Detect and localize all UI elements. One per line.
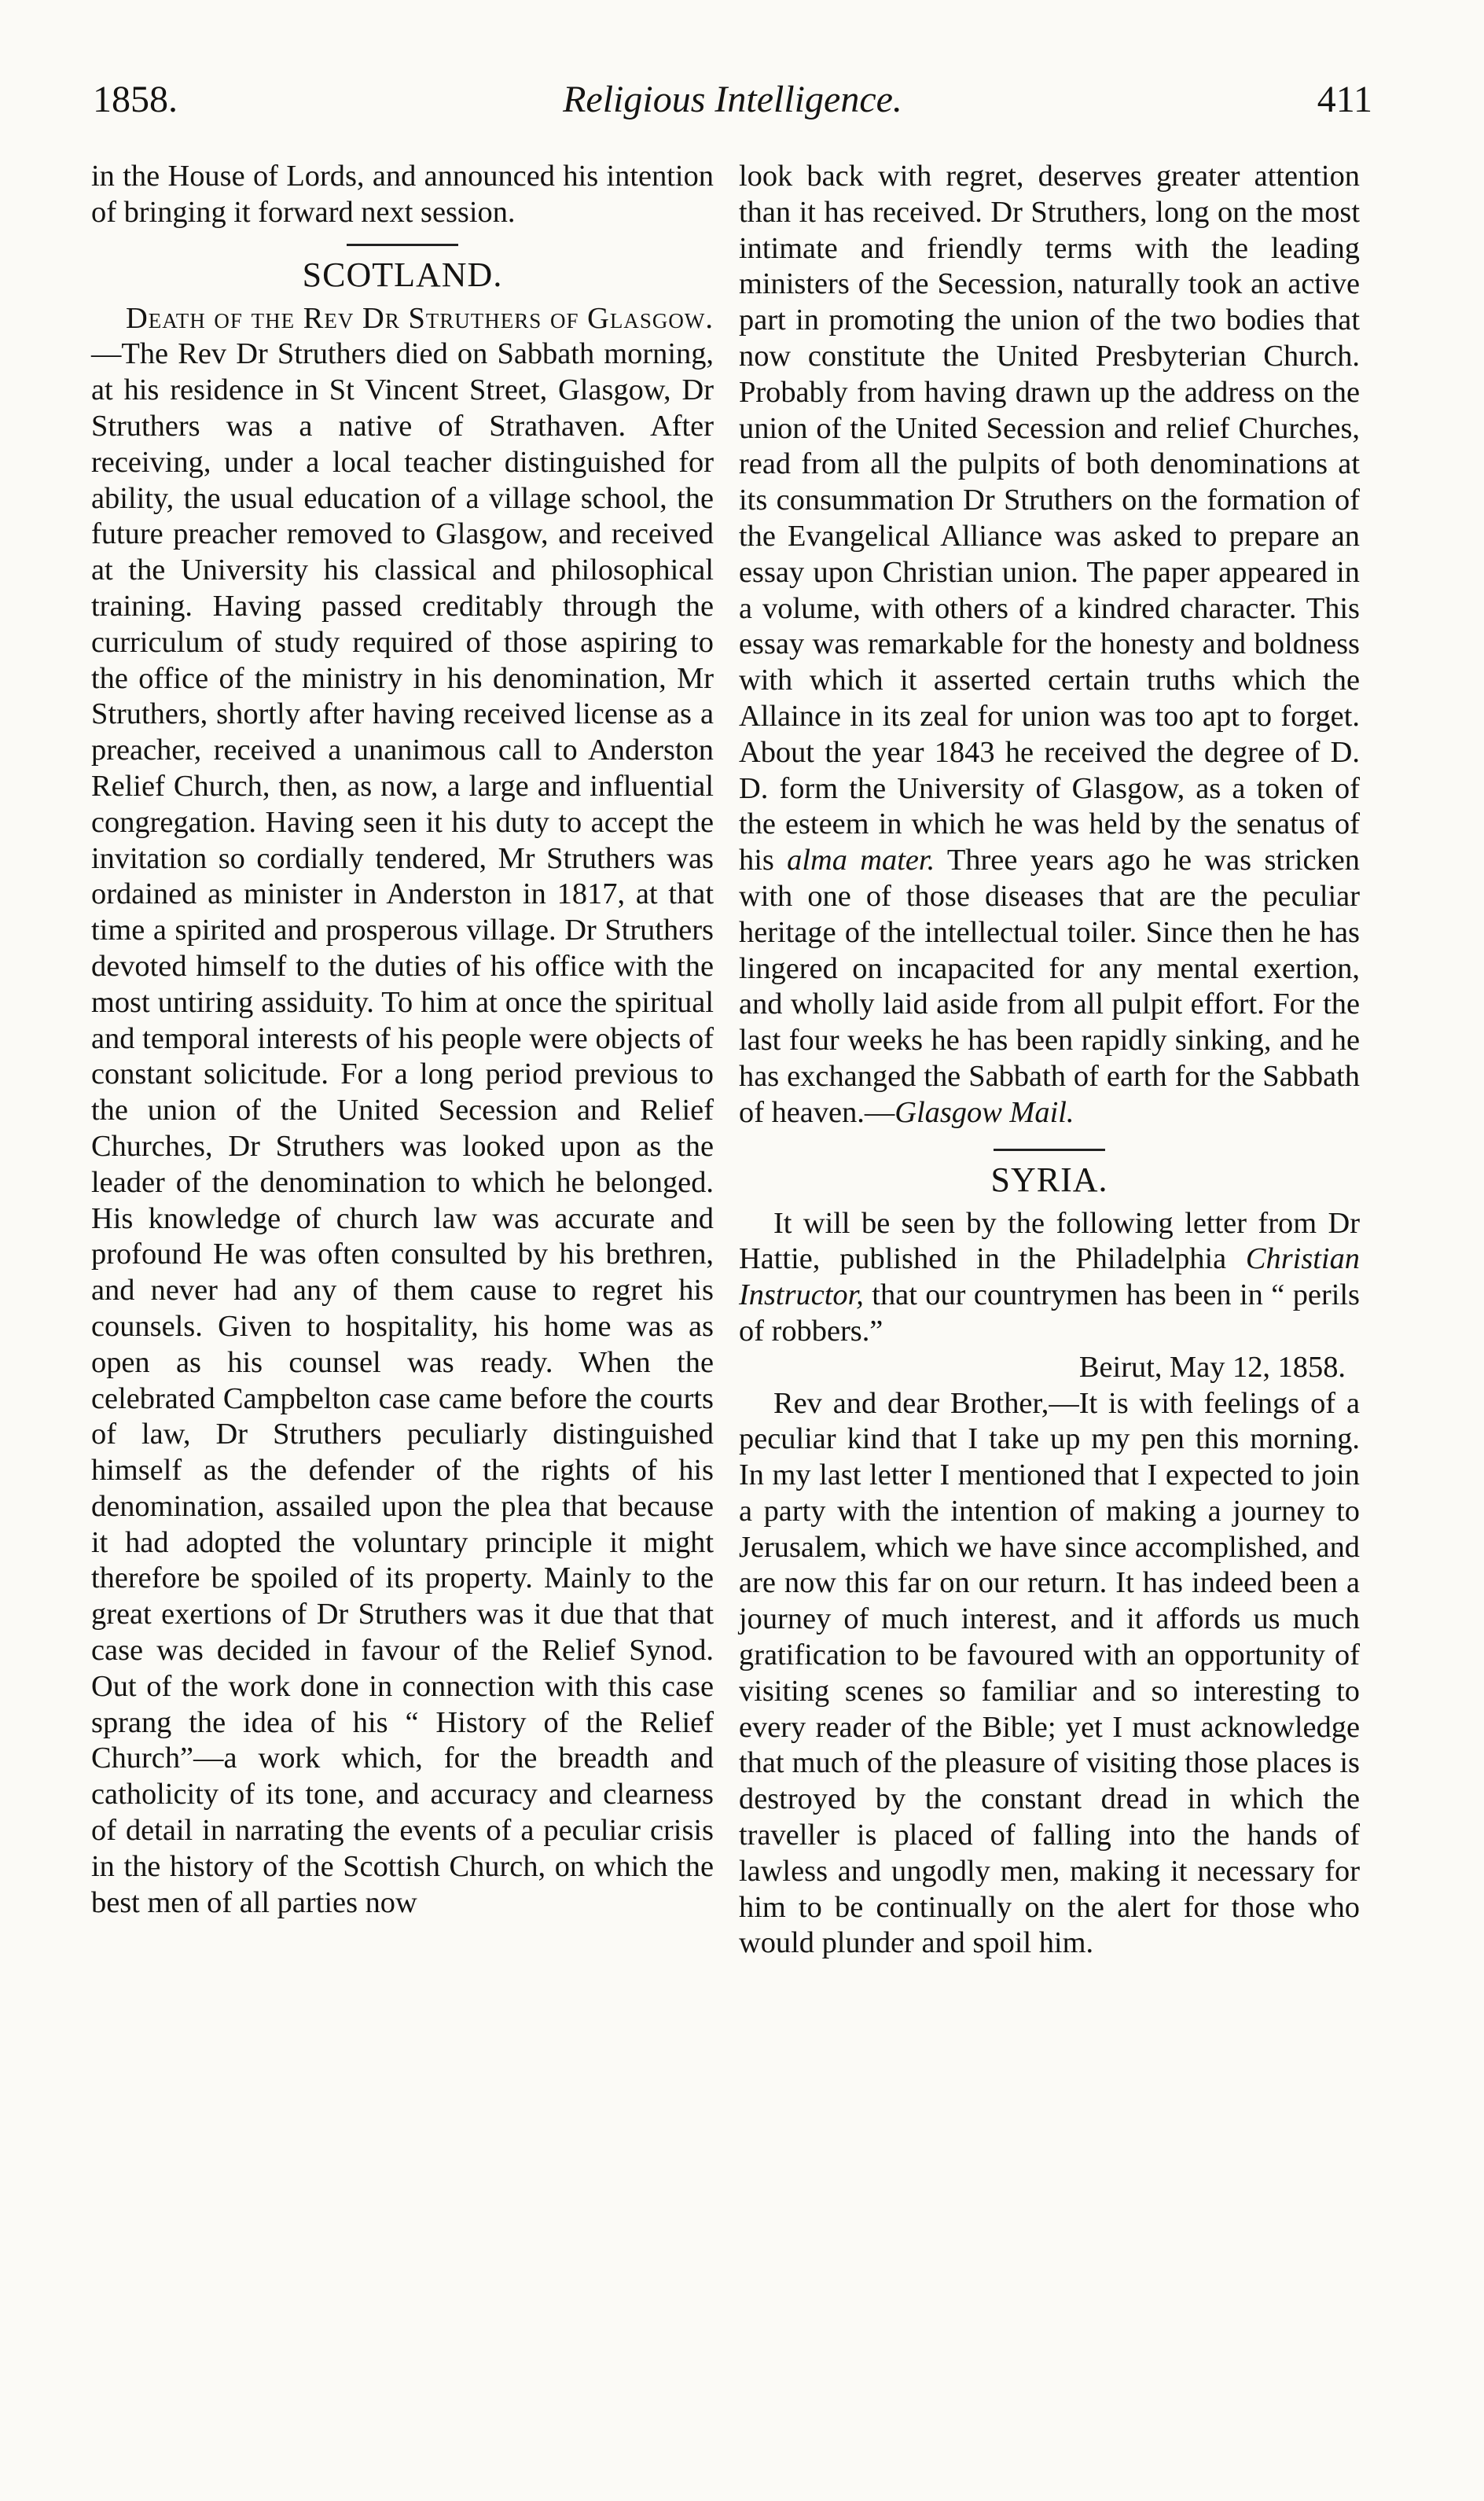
right-column bbox=[739, 159, 1360, 1962]
struthers-article bbox=[91, 301, 714, 1922]
section-heading-syria: SYRIA. bbox=[990, 1160, 1108, 1199]
running-header bbox=[93, 75, 1372, 124]
running-title: Religious Intelligence. bbox=[563, 79, 902, 120]
header-year: 1858. bbox=[93, 79, 178, 120]
section-divider bbox=[347, 244, 458, 246]
article-body: —The Rev Dr Struthers died on Sabbath morning, at his residence in St Vincent Street, Glasgow, Dr Struthers was a native of Strathaven. After receiving, under a local teacher distinguished for ability, the usual education of a village school, the future preacher removed to Glasgow, and received at the University his classical and philosophical training. Having passed creditably through the curriculum of study required of those aspiring to the office of the ministry in his denomination, Mr Struthers, shortly after having received license as a preacher, received a unanimous call to Anderston Relief Church, then, as now, a large and influential congregation. Having seen it his duty to accept the invitation so cordially tendered, Mr Struthers was ordained as minister in Anderston in 1817, at that time a spirited and prosperous village. Dr Struthers devoted himself to the duties of his office with the most untiring assiduity. To him at once the spiritual and temporal interests of his people were objects of constant solicitude. For a long period previous to the union of the United Secession and Relief Churches, Dr Struthers was looked upon as the leader of the denomination to which he belonged. His knowledge of church law was accurate and profound He was often consulted by his brethren, and never had any of them cause to regret his counsels. Given to hospitality, his home was as open as his counsel was ready. When the celebrated Campbelton case came before the courts of law, Dr Struthers peculiarly distinguished himself as the defender of the rights of his denomination, assailed upon the plea that because it had adopted the voluntary principle it might therefore be spoiled of its property. Mainly to the great exertions of Dr Struthers was it due that that case was decided in favour of the Relief Synod. Out of the work done in connection with this case sprang the idea of his “ History of the Relief Church”—a work which, for the breadth and catholicity of its tone, and accuracy and clearness of detail in narrating the events of a peculiar crisis in the history of the Scottish Church, on which the best men of all parties now bbox=[91, 337, 714, 1919]
intro-text-2: that our countrymen has been in “ perils of robbers.” bbox=[739, 1278, 1360, 1348]
letter-dateline: Beirut, May 12, 1858. bbox=[1078, 1350, 1346, 1384]
continuation-text-1: look back with regret, deserves greater attention than it has received. Dr Struthers, long on the most intimate and friendly terms with the leading ministers of the Secession, naturally took an active part in promoting the union of the two bodies that now constitute the United Presbyterian Church. Probably from having drawn up the address on the union of the United Secession and relief Churches, read from all the pulpits of both denominations at its consummation Dr Struthers on the formation of the Evangelical Alliance was asked to prepare an essay upon Christian union. The paper appeared in a volume, with others of a kindred character. This essay was remarkable for the honesty and boldness with which it asserted certain truths which the Allaince in its zeal for union was too apt to forget. About the year 1843 he received the degree of D. D. form the University of Glasgow, as a token of the esteem in which he was held by the senatus of his bbox=[739, 160, 1360, 877]
article-heading: Death of the Rev Dr Struthers of Glasgow. bbox=[126, 301, 714, 335]
continued-paragraph: in the House of Lords, and announced his intention of bringing it forward next session. bbox=[91, 160, 714, 229]
source-credit: Glasgow Mail. bbox=[894, 1095, 1074, 1129]
page-number: 411 bbox=[1317, 79, 1372, 120]
intro-text-1: It will be seen by the following letter from Dr Hattie, published in the Philadelphia bbox=[739, 1206, 1360, 1276]
section-heading-scotland: SCOTLAND. bbox=[302, 255, 503, 294]
syria-intro bbox=[739, 1206, 1360, 1350]
continuation-text-2: Three years ago he was stricken with one of those diseases that are the peculiar heritage of the intellectual toiler. Since then he has lingered on incapacited for any mental exertion, and wholly laid aside from all pulpit effort. For the last four weeks he has been rapidly sinking, and he has exchanged the Sabbath of earth for the Sabbath of heaven.— bbox=[739, 844, 1360, 1129]
section-divider bbox=[994, 1149, 1105, 1151]
article-continuation bbox=[739, 159, 1360, 1131]
left-column bbox=[91, 159, 714, 1921]
alma-mater-italic: alma mater. bbox=[787, 844, 935, 877]
publication-name: Christian Instructor, bbox=[739, 1242, 1360, 1312]
letter-body: Rev and dear Brother,—It is with feelings of a peculiar kind that I take up my pen this morning. In my last letter I mentioned that I expected to join a party with the intention of making a journey to Jerusalem, which we have since accomplished, and are now this far on our return. It has indeed been a journey of much interest, and it affords us much gratification to be favoured with an opportunity of visiting scenes so familiar and so interesting to every reader of the Bible; yet I must acknowledge that much of the pleasure of visiting those places is destroyed by the constant dread in which the traveller is placed of falling into the hands of lawless and ungodly men, making it necessary for him to be continually on the alert for those who would plunder and spoil him. bbox=[739, 1386, 1360, 1960]
